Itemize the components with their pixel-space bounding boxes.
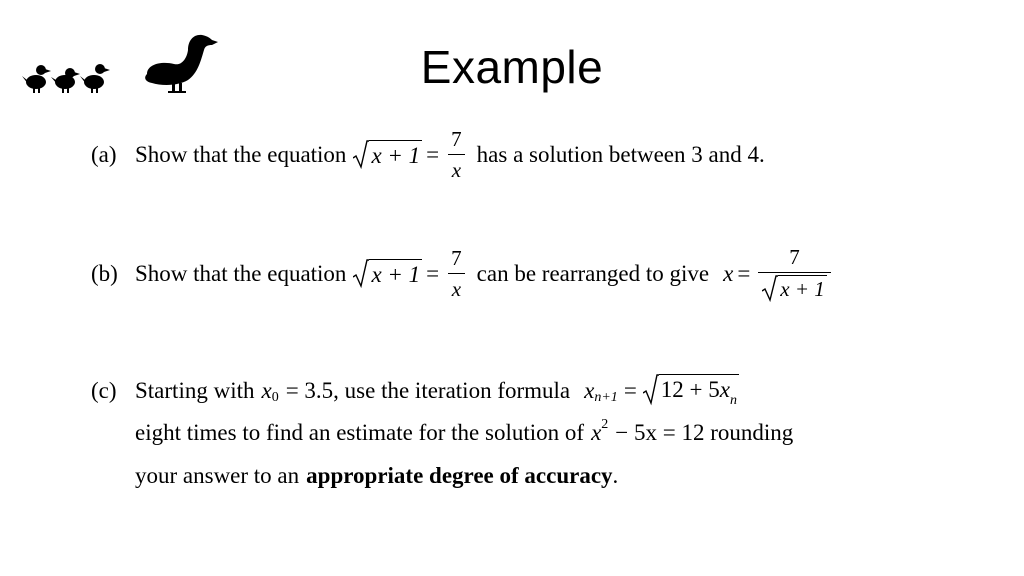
- x0-subscript: 0: [271, 389, 279, 405]
- sqrt-expression: [643, 374, 739, 407]
- fraction-result: [758, 244, 831, 303]
- part-a-label: (a): [91, 141, 117, 167]
- part-b-text: Show that the equation: [135, 260, 347, 286]
- xn1-subscript: n+1: [594, 389, 618, 405]
- radicand-variable: x: [719, 377, 730, 402]
- xn1-variable: x: [584, 377, 595, 403]
- part-c-line3: [135, 463, 618, 489]
- radicand-constant: 12 + 5: [660, 377, 720, 402]
- part-c-line2-end: − 5x = 12 rounding: [615, 420, 794, 445]
- radicand-subscript: n: [730, 393, 737, 408]
- part-b: [91, 244, 835, 303]
- equals-sign: =: [426, 141, 440, 167]
- radicand: x + 1: [369, 259, 422, 289]
- sqrt-expression: [353, 259, 422, 289]
- numerator: 7: [789, 245, 800, 269]
- radicand: x + 1: [369, 140, 422, 170]
- part-a: [91, 126, 765, 183]
- radicand: [659, 374, 739, 407]
- period: .: [612, 463, 619, 488]
- part-c-line2: [135, 417, 794, 446]
- denominator: [758, 272, 831, 303]
- part-a-text-after: has a solution between 3 and 4.: [476, 141, 765, 167]
- equals-sign: =: [623, 377, 637, 403]
- part-b-label: (b): [91, 260, 118, 286]
- equals-sign: =: [737, 260, 751, 286]
- part-c-text-2: = 3.5, use the iteration formula: [285, 377, 571, 403]
- exponent: 2: [601, 417, 609, 432]
- x-variable: x: [591, 420, 602, 445]
- equals-sign: =: [426, 260, 440, 286]
- x0-variable: x: [261, 377, 272, 403]
- numerator: 7: [451, 246, 462, 270]
- numerator: 7: [451, 127, 462, 151]
- denominator: x: [448, 273, 465, 302]
- fraction: [447, 126, 466, 183]
- part-c-label: (c): [91, 377, 117, 403]
- lhs-variable: x: [723, 260, 734, 286]
- fraction: [447, 245, 466, 302]
- part-c-line3-text: your answer to an: [135, 463, 300, 488]
- denominator: x: [448, 154, 465, 183]
- part-c-text: Starting with: [135, 377, 255, 403]
- part-c-line1: [91, 374, 739, 407]
- sqrt-expression: [353, 140, 422, 170]
- part-b-text-mid: can be rearranged to give: [476, 260, 710, 286]
- part-c-line2-text: eight times to find an estimate for the solution of: [135, 420, 585, 445]
- part-a-text: Show that the equation: [135, 141, 347, 167]
- emphasis-text: appropriate degree of accuracy: [306, 463, 613, 488]
- radicand: x + 1: [780, 277, 825, 301]
- page-title: Example: [420, 41, 604, 93]
